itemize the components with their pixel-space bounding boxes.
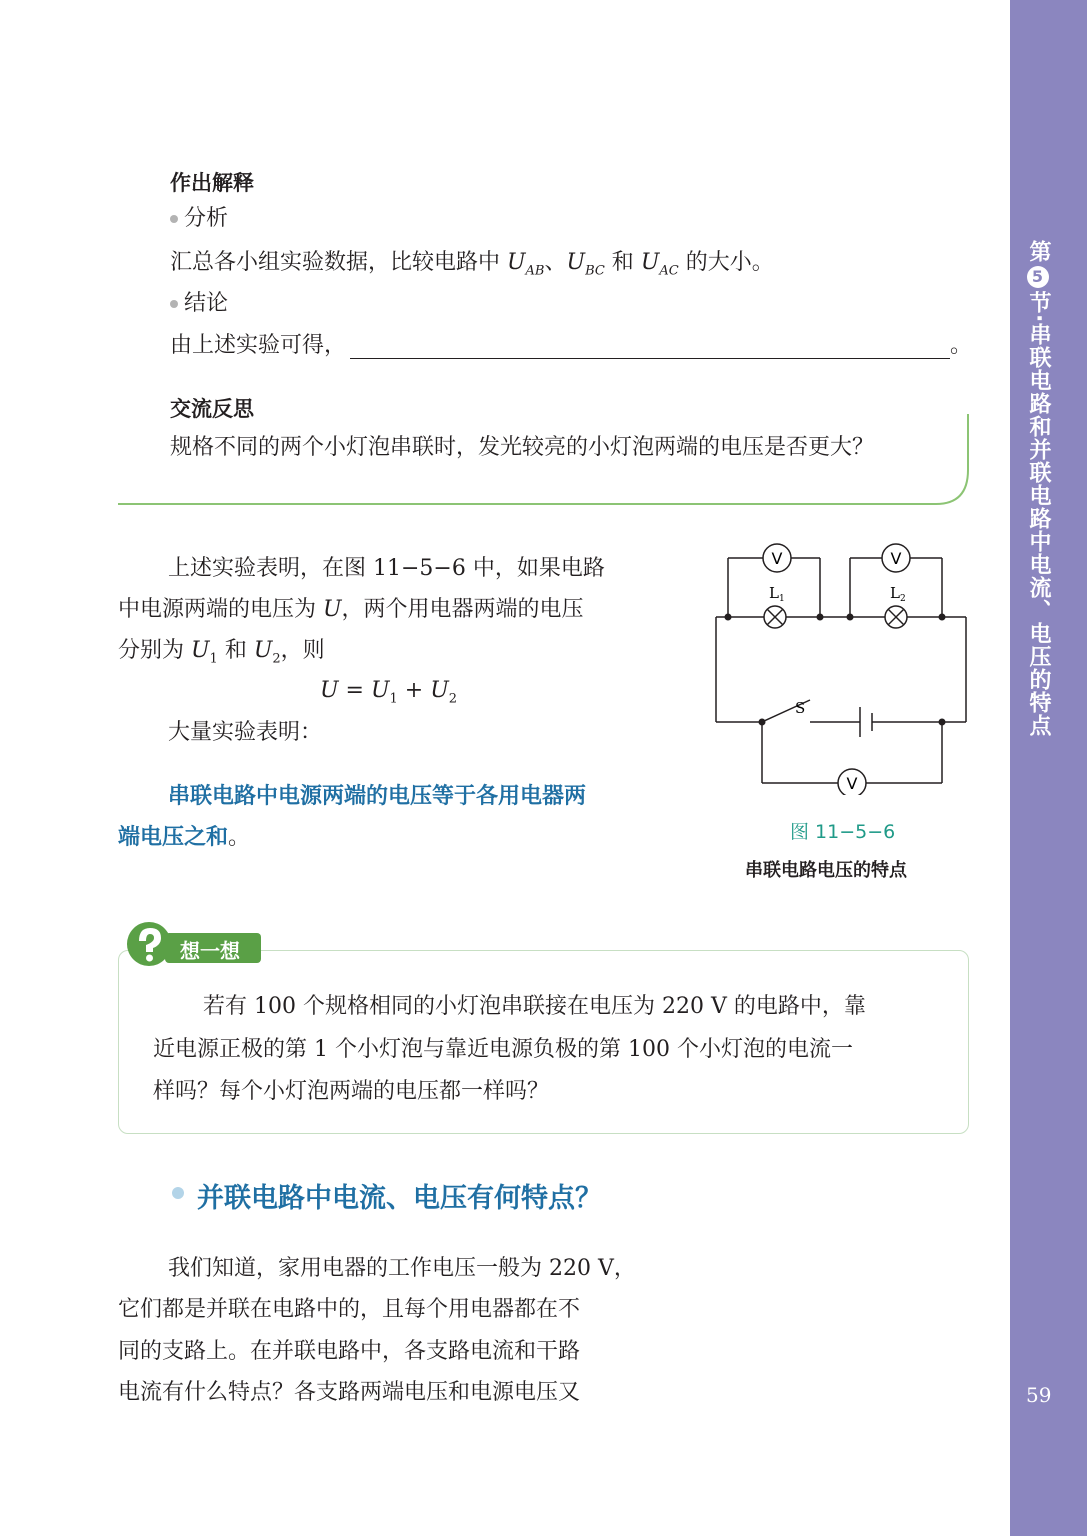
body1-line5: 大量实验表明： bbox=[168, 720, 323, 745]
formula bbox=[320, 678, 457, 707]
page-number: 59 bbox=[1026, 1383, 1052, 1407]
body2-line4: 电流有什么特点？各支路两端电压和电源电压又 bbox=[118, 1380, 581, 1405]
sep2: 和 bbox=[604, 250, 641, 275]
voltmeter-1-label: V bbox=[771, 549, 783, 568]
lamp-2-label: L bbox=[890, 584, 900, 602]
bullet-icon bbox=[170, 300, 178, 308]
var-u-ac: U bbox=[640, 250, 660, 275]
var-u-ab-sub: AB bbox=[525, 263, 545, 279]
sep1: 、 bbox=[544, 250, 567, 275]
analysis-text bbox=[170, 250, 774, 279]
body2-line1: 我们知道，家用电器的工作电压一般为 220 V， bbox=[168, 1256, 636, 1281]
body1-line3-pre: 分别为 bbox=[118, 638, 191, 663]
body2-line3: 同的支路上。在并联电路中，各支路电流和干路 bbox=[118, 1339, 581, 1364]
formula-u2-sub: 2 bbox=[448, 691, 458, 707]
conclusion-text: 由上述实验可得， bbox=[170, 333, 347, 358]
body1-line2-post: ，两个用电器两端的电压 bbox=[341, 597, 584, 622]
chapter-sidebar bbox=[1010, 0, 1087, 1536]
lamp-1 bbox=[764, 606, 786, 628]
analysis-label: 分析 bbox=[184, 206, 229, 231]
formula-plus: + bbox=[397, 678, 431, 703]
voltmeter-3-label: V bbox=[846, 774, 858, 793]
formula-u1-sub: 1 bbox=[389, 691, 398, 707]
explain-heading: 作出解释 bbox=[170, 171, 254, 195]
body1-line2-pre: 中电源两端的电压为 bbox=[118, 597, 323, 622]
highlight-line1: 串联电路中电源两端的电压等于各用电器两 bbox=[168, 784, 587, 809]
var-u1-sub: 1 bbox=[209, 651, 218, 667]
voltmeter-3 bbox=[838, 769, 866, 795]
think-tag-label: 想一想 bbox=[180, 939, 240, 963]
var-u-ab: U bbox=[507, 250, 526, 275]
var-u: U bbox=[323, 597, 342, 622]
highlight-line2-text: 端电压之和 bbox=[118, 825, 229, 850]
formula-eq: = bbox=[338, 678, 371, 703]
section-title: 并联电路中电流、电压有何特点？ bbox=[197, 1183, 602, 1214]
highlight-line2 bbox=[118, 825, 250, 851]
think-line1: 若有 100 个规格相同的小灯泡串联接在电压为 220 V 的电路中，靠 bbox=[203, 994, 866, 1019]
var-u2: U bbox=[253, 638, 273, 663]
conclusion-label: 结论 bbox=[184, 291, 229, 316]
lamp-1-sub: 1 bbox=[779, 594, 785, 604]
var-u-ac-sub: AC bbox=[659, 263, 679, 279]
reflect-heading: 交流反思 bbox=[170, 397, 254, 421]
conclusion-end: 。 bbox=[950, 333, 973, 358]
conclusion-row bbox=[170, 333, 972, 359]
junction-dots bbox=[725, 614, 946, 726]
reflect-box-border bbox=[116, 410, 972, 510]
lamp-2 bbox=[885, 606, 907, 628]
figure-caption-title: 串联电路电压的特点 bbox=[745, 860, 907, 881]
var-u-bc: U bbox=[566, 250, 586, 275]
chapter-title: 节·串联电路和并联电路中电流、电压的特点 bbox=[1026, 291, 1051, 738]
conclusion-label-row bbox=[170, 291, 228, 317]
figure-caption-number: 图 11−5−6 bbox=[790, 821, 896, 843]
analysis-label-row bbox=[170, 206, 228, 232]
voltmeter-1 bbox=[763, 544, 791, 572]
body2-line2: 它们都是并联在电路中的，且每个用电器都在不 bbox=[118, 1297, 581, 1322]
chapter-prefix: 第 bbox=[1026, 240, 1051, 263]
formula-u: U bbox=[320, 678, 339, 703]
var-u1: U bbox=[191, 638, 210, 663]
think-line2: 近电源正极的第 1 个小灯泡与靠近电源负极的第 100 个小灯泡的电流一 bbox=[153, 1037, 853, 1062]
bullet-icon bbox=[170, 215, 178, 223]
chapter-sidebar-title bbox=[1022, 240, 1054, 737]
voltmeter-2 bbox=[882, 544, 910, 572]
highlight-line2-end: 。 bbox=[228, 825, 251, 850]
section-bullet-icon bbox=[172, 1187, 184, 1199]
var-u2-sub: 2 bbox=[272, 651, 281, 667]
lamp-2-sub: 2 bbox=[900, 594, 906, 604]
body1-line2 bbox=[118, 597, 584, 623]
lamp-1-label: L bbox=[769, 584, 779, 602]
chapter-number: 5 bbox=[1027, 266, 1049, 288]
formula-u2: U bbox=[430, 678, 449, 703]
var-u-bc-sub: BC bbox=[585, 263, 605, 279]
circuit-diagram bbox=[700, 535, 980, 795]
switch-label: S bbox=[795, 699, 806, 717]
body1-line3-post: ，则 bbox=[280, 638, 325, 663]
body1-line3 bbox=[118, 638, 325, 667]
think-line3: 样吗？每个小灯泡两端的电压都一样吗？ bbox=[153, 1079, 550, 1104]
reflect-text: 规格不同的两个小灯泡串联时，发光较亮的小灯泡两端的电压是否更大？ bbox=[170, 435, 875, 460]
body1-line3-mid: 和 bbox=[217, 638, 254, 663]
analysis-text-pre: 汇总各小组实验数据，比较电路中 bbox=[170, 250, 507, 275]
conclusion-blank[interactable] bbox=[350, 336, 950, 359]
formula-u1: U bbox=[370, 678, 390, 703]
analysis-text-post: 的大小。 bbox=[678, 250, 774, 275]
body1-line1: 上述实验表明，在图 11−5−6 中，如果电路 bbox=[168, 556, 605, 581]
voltmeter-2-label: V bbox=[890, 549, 902, 568]
